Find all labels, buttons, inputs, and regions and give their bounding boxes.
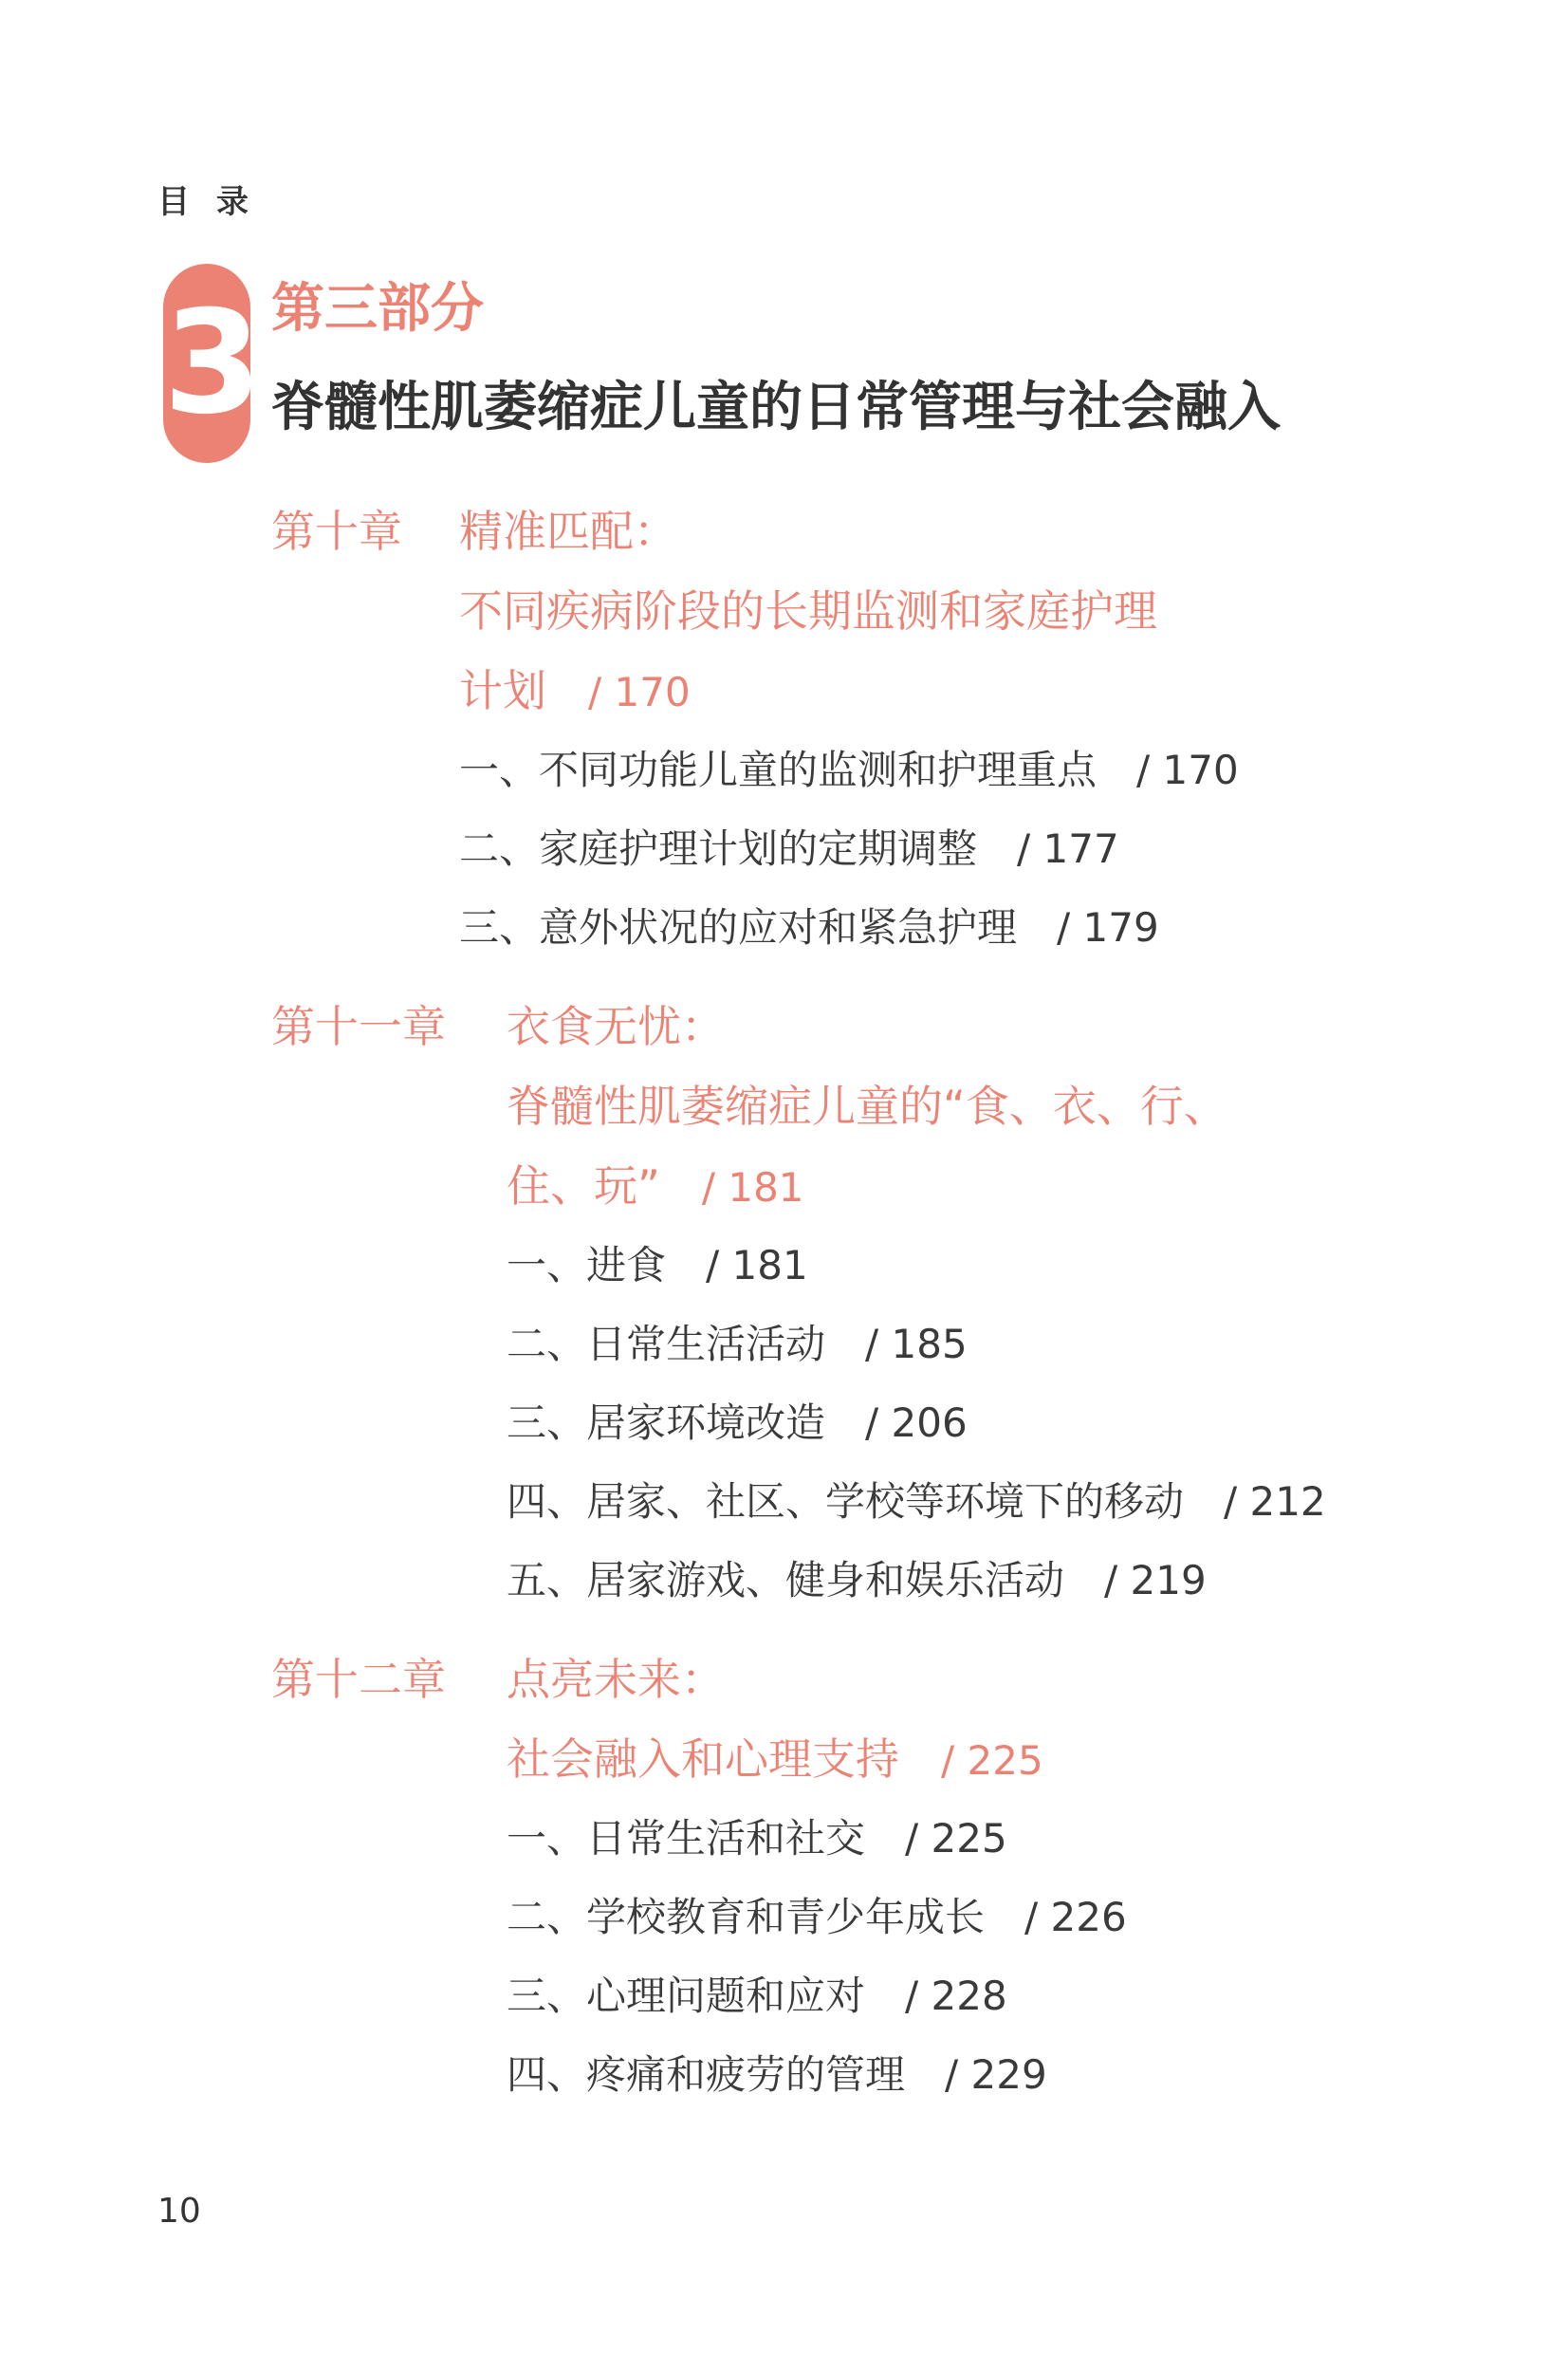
chapter-12-sections: [507, 1799, 1127, 2114]
toc-entry[interactable]: [507, 1956, 1127, 2035]
chapter-title-line: 不同疾病阶段的长期监测和家庭护理: [459, 585, 1157, 637]
toc-entry-page: / 226: [1024, 1894, 1127, 1940]
toc-entry-label: 五、居家游戏、健身和娱乐活动: [507, 1557, 1065, 1603]
toc-entry[interactable]: [507, 1383, 1326, 1462]
chapter-title-line: 住、玩”: [507, 1160, 660, 1212]
toc-entry-label: 二、日常生活活动: [507, 1321, 826, 1367]
chapter-11-sections: [507, 1226, 1326, 1620]
chapter-number: 第十一章: [271, 1001, 446, 1052]
chapter-title-line: 计划: [459, 665, 546, 716]
toc-entry[interactable]: [507, 1541, 1326, 1620]
toc-entry-page: / 219: [1104, 1557, 1207, 1603]
toc-entry-page: / 185: [865, 1321, 968, 1367]
toc-entry-page: / 229: [945, 2051, 1047, 2098]
toc-entry-page: / 179: [1057, 904, 1159, 951]
chapter-title-line: 点亮未来：: [507, 1654, 725, 1705]
toc-entry-label: 二、家庭护理计划的定期调整: [459, 825, 978, 872]
toc-entry-page: / 181: [706, 1242, 808, 1288]
chapter-title-line: 精准匹配：: [459, 506, 677, 557]
toc-entry-page: / 206: [865, 1399, 968, 1446]
chapter-10-sections: [459, 731, 1239, 967]
part-title: 脊髓性肌萎缩症儿童的日常管理与社会融入: [271, 377, 1281, 438]
toc-entry-label: 二、学校教育和青少年成长: [507, 1894, 986, 1940]
chapter-page-number: / 225: [941, 1737, 1043, 1784]
toc-entry-label: 三、居家环境改造: [507, 1399, 826, 1446]
part-label: 第三部分: [271, 278, 484, 340]
chapter-11-heading[interactable]: [271, 987, 1362, 1226]
chapter-10-heading[interactable]: [271, 491, 1315, 731]
chapter-12-heading[interactable]: [271, 1640, 1315, 1799]
toc-entry[interactable]: [459, 731, 1239, 809]
toc-entry-page: / 212: [1224, 1478, 1326, 1525]
toc-entry-page: / 228: [905, 1973, 1007, 2019]
chapter-title-line: 衣食无忧：: [507, 1001, 725, 1052]
toc-entry[interactable]: [507, 1226, 1326, 1305]
toc-entry-page: / 170: [1136, 747, 1239, 793]
chapter-number: 第十二章: [271, 1654, 446, 1705]
chapter-page-number: / 170: [588, 669, 691, 715]
toc-entry-page: / 225: [905, 1815, 1007, 1862]
toc-entry-label: 四、居家、社区、学校等环境下的移动: [507, 1478, 1185, 1525]
toc-header: 目录: [157, 183, 275, 221]
toc-entry[interactable]: [507, 1799, 1127, 1878]
toc-entry[interactable]: [459, 809, 1239, 888]
chapter-title-line: 脊髓性肌萎缩症儿童的“食、衣、行、: [507, 1081, 1227, 1132]
toc-entry[interactable]: [459, 888, 1239, 967]
toc-entry[interactable]: [507, 1462, 1326, 1541]
toc-entry-label: 四、疼痛和疲劳的管理: [507, 2051, 906, 2098]
chapter-page-number: / 181: [701, 1164, 804, 1211]
chapter-title-line: 社会融入和心理支持: [507, 1733, 899, 1785]
toc-entry-page: / 177: [1017, 825, 1119, 872]
toc-entry-label: 一、不同功能儿童的监测和护理重点: [459, 747, 1098, 793]
toc-entry-label: 三、意外状况的应对和紧急护理: [459, 904, 1018, 951]
chapter-number: 第十章: [271, 506, 402, 557]
toc-entry-label: 一、日常生活和社交: [507, 1815, 866, 1862]
toc-entry[interactable]: [507, 1878, 1127, 1956]
toc-entry[interactable]: [507, 2035, 1127, 2114]
toc-entry-label: 一、进食: [507, 1242, 667, 1288]
toc-entry[interactable]: [507, 1305, 1326, 1383]
toc-entry-label: 三、心理问题和应对: [507, 1973, 866, 2019]
part-number-badge: 3: [163, 264, 250, 463]
page-number: 10: [157, 2192, 201, 2231]
